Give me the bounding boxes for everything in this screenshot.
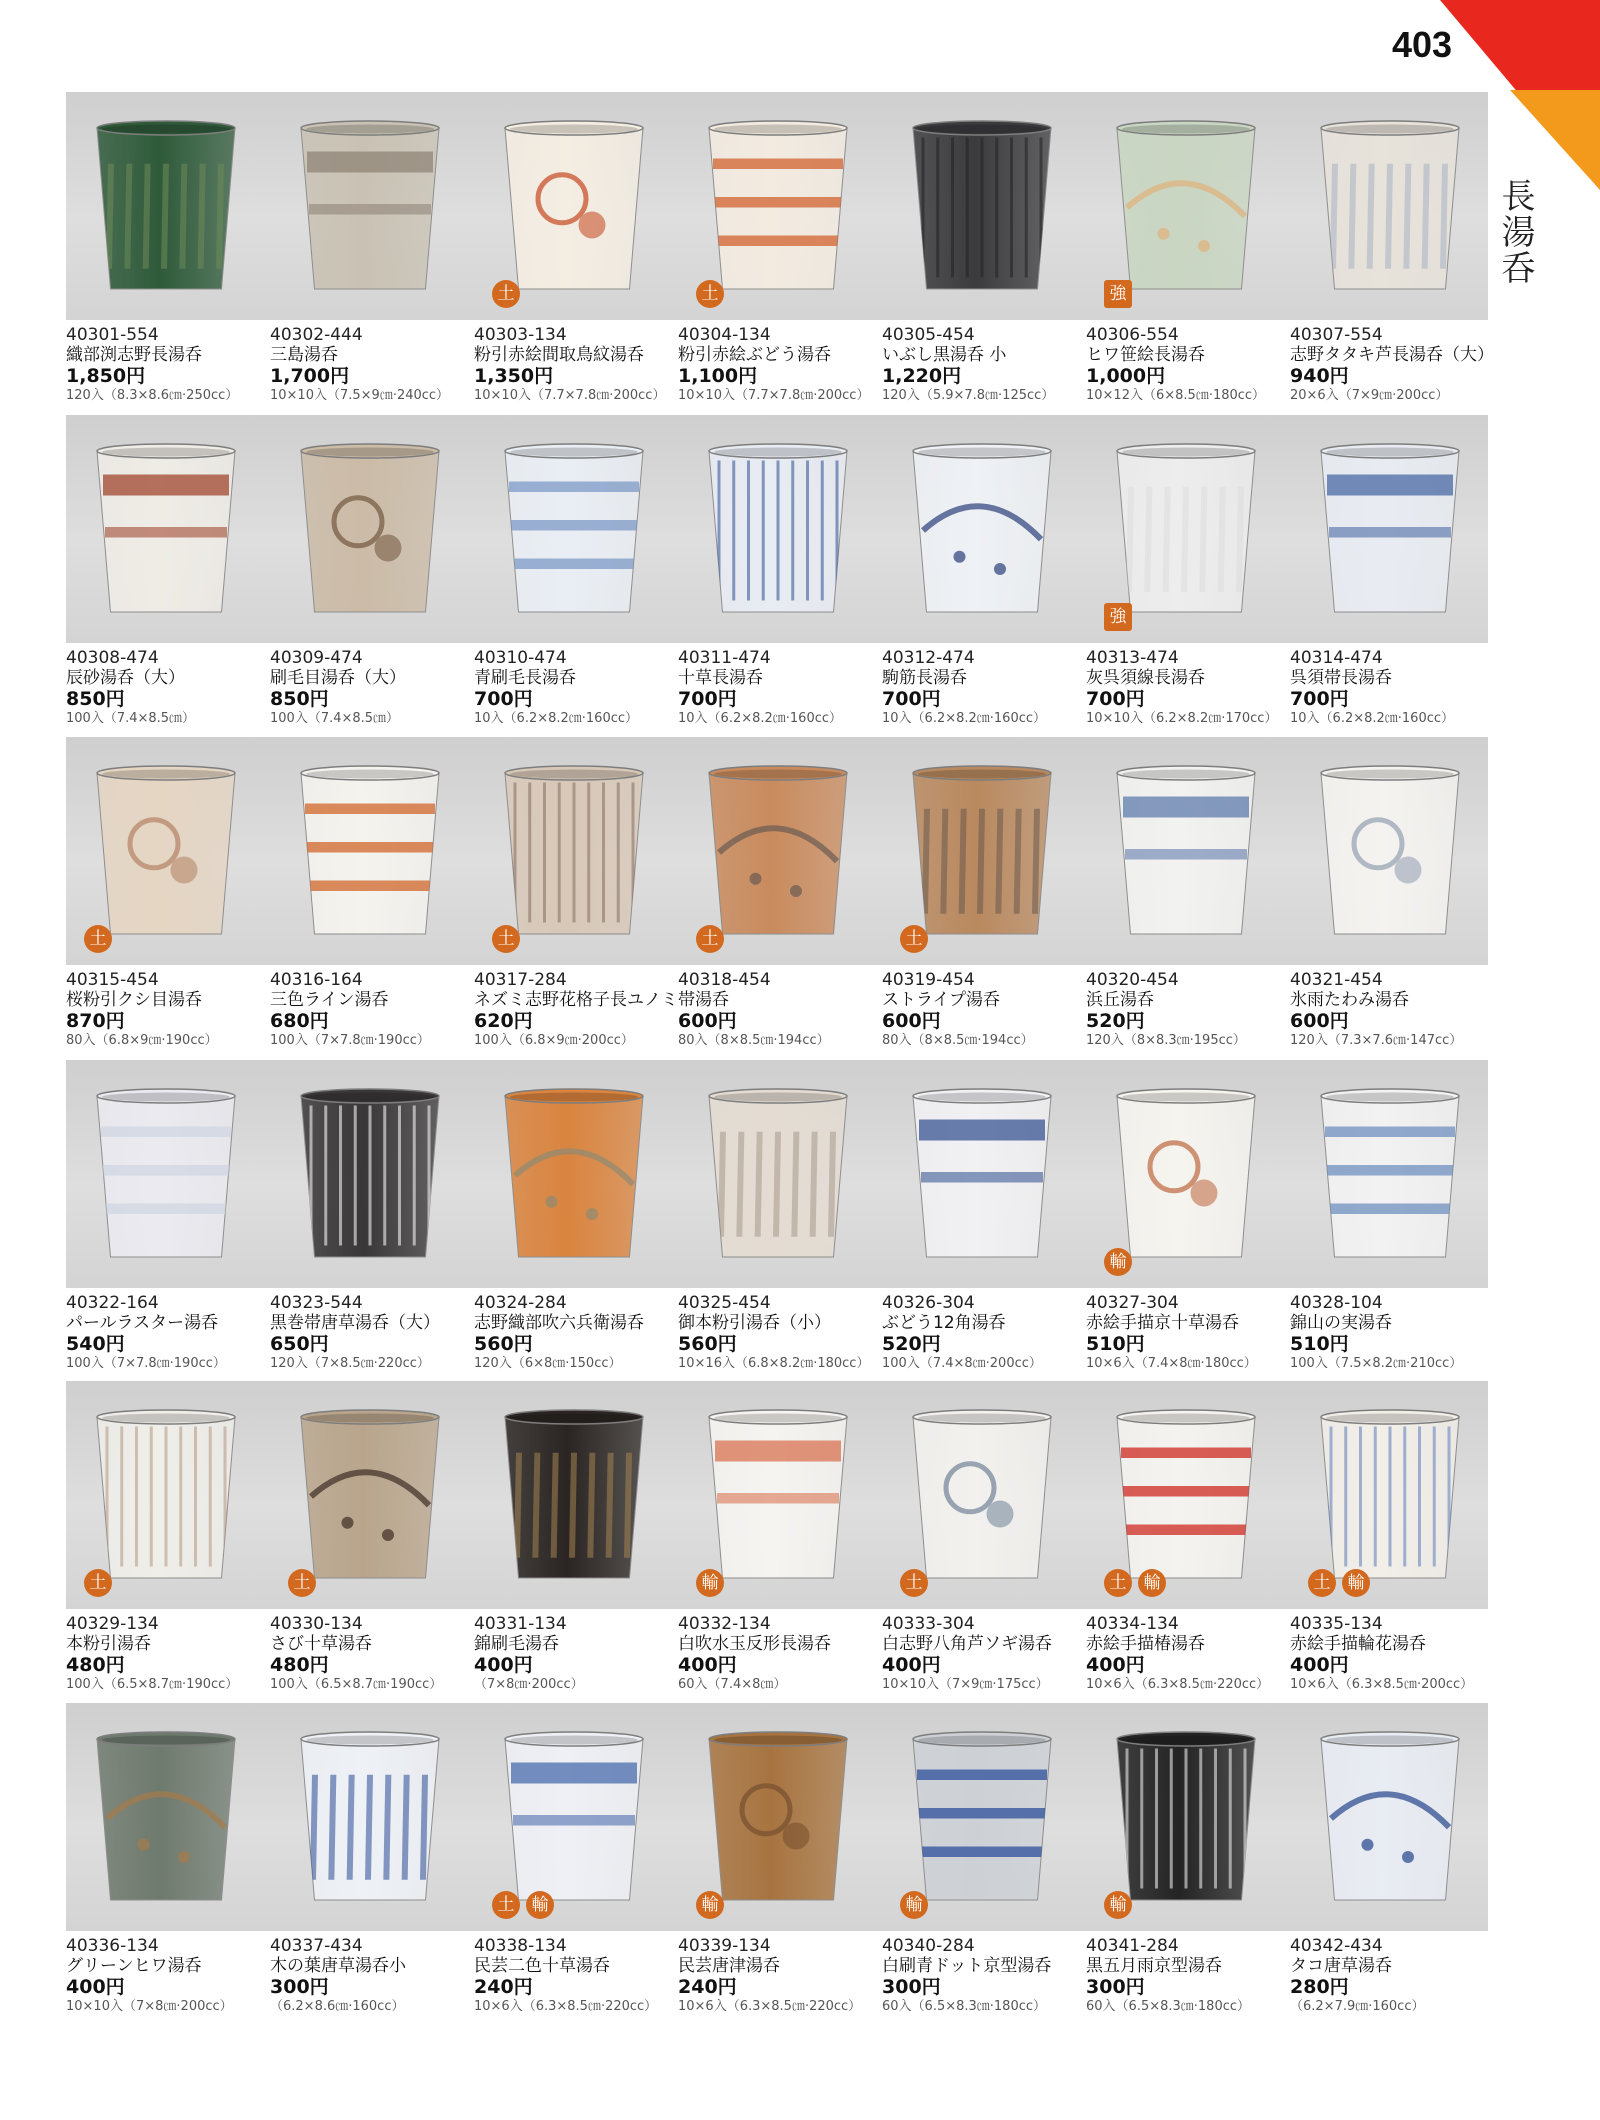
product-image — [1111, 1731, 1261, 1906]
product-name: 刷毛目湯呑（大） — [270, 668, 406, 688]
product-name: 志野タタキ芦長湯呑（大） — [1290, 345, 1494, 365]
product-image — [499, 1731, 649, 1906]
product-price: 700円 — [882, 688, 941, 710]
product-code: 40325-454 — [678, 1293, 771, 1313]
product-spec: 10×10入（7×9㎝·175cc） — [882, 1677, 1049, 1692]
product-info — [678, 971, 888, 1049]
product-spec: 10×10入（7×8㎝·200cc） — [66, 1999, 233, 2014]
product-price: 1,350円 — [474, 365, 554, 387]
product-info — [474, 1937, 684, 2015]
product-image — [91, 1731, 241, 1906]
product-code: 40304-134 — [678, 325, 771, 345]
product-info — [270, 1294, 480, 1372]
product-code: 40336-134 — [66, 1936, 159, 1956]
product-price: 1,850円 — [66, 365, 146, 387]
product-spec: 80入（8×8.5㎝·194cc） — [678, 1033, 830, 1048]
product-price: 240円 — [474, 1976, 533, 1998]
product-name: グリーンヒワ湯呑 — [66, 1956, 202, 1976]
product-code: 40308-474 — [66, 648, 159, 668]
clay-badge: 土 — [900, 1569, 928, 1597]
product-spec: 120入（8×8.3㎝·195cc） — [1086, 1033, 1246, 1048]
product-image — [295, 765, 445, 940]
product-image — [907, 765, 1057, 940]
product-price: 850円 — [66, 688, 125, 710]
product-spec: 10×6入（6.3×8.5㎝·220cc） — [678, 1999, 862, 2014]
product-spec: 10×10入（6.2×8.2㎝·170cc） — [1086, 711, 1278, 726]
product-image — [499, 1409, 649, 1584]
product-price: 700円 — [1290, 688, 1349, 710]
strong-badge: 強 — [1104, 603, 1132, 631]
product-spec: 100入（6.5×8.7㎝·190cc） — [270, 1677, 443, 1692]
clay-badge: 土 — [696, 280, 724, 308]
product-price: 400円 — [678, 1654, 737, 1676]
product-image — [499, 765, 649, 940]
clay-badge: 土 — [900, 925, 928, 953]
product-spec: 10×10入（7.7×7.8㎝·200cc） — [678, 388, 870, 403]
product-name: 御本粉引湯呑（小） — [678, 1313, 831, 1333]
product-image — [295, 443, 445, 618]
product-image — [91, 1088, 241, 1263]
product-name: 白志野八角芦ソギ湯呑 — [882, 1634, 1052, 1654]
product-image — [1315, 1731, 1465, 1906]
import-badge: 輸 — [526, 1891, 554, 1919]
product-info — [270, 971, 480, 1049]
product-spec: 120入（8.3×8.6㎝·250cc） — [66, 388, 239, 403]
product-price: 1,000円 — [1086, 365, 1166, 387]
product-spec: 100入（7.5×8.2㎝·210cc） — [1290, 1356, 1463, 1371]
product-name: ヒワ笹絵長湯呑 — [1086, 345, 1205, 365]
product-info — [66, 1937, 276, 2015]
product-name: 錦山の実湯呑 — [1290, 1313, 1392, 1333]
product-name: 志野織部吹六兵衛湯呑 — [474, 1313, 644, 1333]
product-spec: 10×6入（6.3×8.5㎝·220cc） — [474, 1999, 658, 2014]
product-image — [499, 443, 649, 618]
product-image — [1111, 765, 1261, 940]
product-info — [270, 1615, 480, 1693]
product-info — [678, 649, 888, 727]
product-name: 氷雨たわみ湯呑 — [1290, 990, 1409, 1010]
product-price: 510円 — [1086, 1333, 1145, 1355]
product-price: 870円 — [66, 1010, 125, 1032]
product-image — [295, 1731, 445, 1906]
product-info — [882, 1615, 1092, 1693]
product-code: 40340-284 — [882, 1936, 975, 1956]
product-spec: 100入（7×7.8㎝·190cc） — [66, 1356, 226, 1371]
section-title: 長湯呑 — [1495, 178, 1535, 286]
product-price: 300円 — [882, 1976, 941, 1998]
product-image — [1315, 765, 1465, 940]
product-name: 民芸唐津湯呑 — [678, 1956, 780, 1976]
product-info — [474, 1615, 684, 1693]
product-image — [91, 765, 241, 940]
product-image — [1315, 120, 1465, 295]
corner-orange-triangle — [1510, 90, 1600, 190]
product-spec: 10×6入（6.3×8.5㎝·220cc） — [1086, 1677, 1270, 1692]
product-image — [907, 120, 1057, 295]
product-info — [66, 1615, 276, 1693]
product-image — [1111, 1409, 1261, 1584]
product-code: 40309-474 — [270, 648, 363, 668]
product-code: 40307-554 — [1290, 325, 1383, 345]
product-info — [270, 1937, 480, 2015]
product-spec: 100入（7.4×8.5㎝） — [270, 711, 400, 726]
product-name: 三島湯呑 — [270, 345, 338, 365]
product-name: 粉引赤絵ぶどう湯呑 — [678, 345, 831, 365]
product-spec: 10×16入（6.8×8.2㎝·180cc） — [678, 1356, 870, 1371]
product-info — [882, 971, 1092, 1049]
product-spec: 20×6入（7×9㎝·200cc） — [1290, 388, 1449, 403]
product-name: 十草長湯呑 — [678, 668, 763, 688]
product-name: 三色ライン湯呑 — [270, 990, 389, 1010]
import-badge: 輸 — [900, 1891, 928, 1919]
product-image — [295, 120, 445, 295]
product-code: 40322-164 — [66, 1293, 159, 1313]
product-name: 錦刷毛湯呑 — [474, 1634, 559, 1654]
clay-badge: 土 — [84, 1569, 112, 1597]
import-badge: 輸 — [1104, 1891, 1132, 1919]
product-info — [66, 649, 276, 727]
import-badge: 輸 — [696, 1891, 724, 1919]
clay-badge: 土 — [492, 1891, 520, 1919]
product-name: ぶどう12角湯呑 — [882, 1313, 1006, 1333]
product-info — [882, 1294, 1092, 1372]
product-spec: 10入（6.2×8.2㎝·160cc） — [474, 711, 639, 726]
product-name: 黒巻帯唐草湯呑（大） — [270, 1313, 440, 1333]
product-info — [1290, 326, 1500, 404]
product-code: 40335-134 — [1290, 1614, 1383, 1634]
product-price: 510円 — [1290, 1333, 1349, 1355]
product-image — [91, 120, 241, 295]
product-name: タコ唐草湯呑 — [1290, 1956, 1392, 1976]
product-code: 40311-474 — [678, 648, 771, 668]
product-code: 40328-104 — [1290, 1293, 1383, 1313]
product-info — [1086, 971, 1296, 1049]
page-number: 403 — [1392, 24, 1453, 65]
product-image — [295, 1088, 445, 1263]
product-code: 40313-474 — [1086, 648, 1179, 668]
product-image — [1111, 120, 1261, 295]
product-spec: （6.2×8.6㎝·160cc） — [270, 1999, 405, 2014]
product-info — [882, 1937, 1092, 2015]
product-code: 40312-474 — [882, 648, 975, 668]
product-price: 300円 — [1086, 1976, 1145, 1998]
product-spec: （6.2×7.9㎝·160cc） — [1290, 1999, 1425, 2014]
product-spec: 120入（7.3×7.6㎝·147cc） — [1290, 1033, 1463, 1048]
product-info — [474, 649, 684, 727]
import-badge: 輸 — [696, 1569, 724, 1597]
product-code: 40306-554 — [1086, 325, 1179, 345]
product-image — [907, 443, 1057, 618]
product-name: 辰砂湯呑（大） — [66, 668, 185, 688]
product-code: 40303-134 — [474, 325, 567, 345]
product-name: 白刷青ドット京型湯呑 — [882, 1956, 1052, 1976]
product-code: 40329-134 — [66, 1614, 159, 1634]
product-name: 桜粉引クシ目湯呑 — [66, 990, 202, 1010]
clay-badge: 土 — [1104, 1569, 1132, 1597]
product-code: 40323-544 — [270, 1293, 363, 1313]
product-name: いぶし黒湯呑 小 — [882, 345, 1007, 365]
product-info — [474, 971, 684, 1049]
product-price: 600円 — [882, 1010, 941, 1032]
product-spec: 10×6入（7.4×8㎝·180cc） — [1086, 1356, 1257, 1371]
clay-badge: 土 — [492, 925, 520, 953]
product-image — [703, 1731, 853, 1906]
import-badge: 輸 — [1342, 1569, 1370, 1597]
product-code: 40327-304 — [1086, 1293, 1179, 1313]
product-info — [270, 326, 480, 404]
product-spec: 10入（6.2×8.2㎝·160cc） — [882, 711, 1047, 726]
product-name: 浜丘湯呑 — [1086, 990, 1154, 1010]
product-image — [703, 765, 853, 940]
product-name: 帯湯呑 — [678, 990, 729, 1010]
product-spec: 60入（7.4×8㎝） — [678, 1677, 787, 1692]
product-image — [907, 1088, 1057, 1263]
product-name: 赤絵手描輪花湯呑 — [1290, 1634, 1426, 1654]
product-info — [678, 326, 888, 404]
product-price: 1,100円 — [678, 365, 758, 387]
product-price: 600円 — [1290, 1010, 1349, 1032]
product-price: 280円 — [1290, 1976, 1349, 1998]
product-info — [474, 326, 684, 404]
product-price: 700円 — [1086, 688, 1145, 710]
product-price: 700円 — [474, 688, 533, 710]
product-price: 400円 — [1290, 1654, 1349, 1676]
product-code: 40331-134 — [474, 1614, 567, 1634]
product-image — [91, 443, 241, 618]
product-name: 民芸二色十草湯呑 — [474, 1956, 610, 1976]
product-name: 織部渕志野長湯呑 — [66, 345, 202, 365]
product-name: 本粉引湯呑 — [66, 1634, 151, 1654]
product-price: 940円 — [1290, 365, 1349, 387]
product-image — [295, 1409, 445, 1584]
product-name: 木の葉唐草湯呑小 — [270, 1956, 406, 1976]
product-name: 黒五月雨京型湯呑 — [1086, 1956, 1222, 1976]
product-code: 40339-134 — [678, 1936, 771, 1956]
product-image — [907, 1731, 1057, 1906]
product-info — [678, 1615, 888, 1693]
product-image — [1315, 1409, 1465, 1584]
product-price: 700円 — [678, 688, 737, 710]
product-spec: 80入（8×8.5㎝·194cc） — [882, 1033, 1034, 1048]
product-code: 40310-474 — [474, 648, 567, 668]
product-price: 560円 — [678, 1333, 737, 1355]
product-name: さび十草湯呑 — [270, 1634, 372, 1654]
product-spec: 120入（5.9×7.8㎝·125cc） — [882, 388, 1055, 403]
product-price: 480円 — [270, 1654, 329, 1676]
product-spec: 100入（6.8×9㎝·200cc） — [474, 1033, 634, 1048]
product-price: 560円 — [474, 1333, 533, 1355]
product-code: 40330-134 — [270, 1614, 363, 1634]
product-name: パールラスター湯呑 — [66, 1313, 219, 1333]
product-price: 480円 — [66, 1654, 125, 1676]
product-code: 40332-134 — [678, 1614, 771, 1634]
product-image — [1315, 1088, 1465, 1263]
product-code: 40317-284 — [474, 970, 567, 990]
product-code: 40338-134 — [474, 1936, 567, 1956]
product-code: 40324-284 — [474, 1293, 567, 1313]
product-code: 40314-474 — [1290, 648, 1383, 668]
product-name: 赤絵手描椿湯呑 — [1086, 1634, 1205, 1654]
product-price: 650円 — [270, 1333, 329, 1355]
product-spec: 10×10入（7.5×9㎝·240cc） — [270, 388, 450, 403]
product-spec: 10×6入（6.3×8.5㎝·200cc） — [1290, 1677, 1474, 1692]
product-name: ストライプ湯呑 — [882, 990, 1000, 1010]
product-image — [703, 120, 853, 295]
product-info — [1290, 971, 1500, 1049]
product-code: 40333-304 — [882, 1614, 975, 1634]
clay-badge: 土 — [492, 280, 520, 308]
product-name: 粉引赤絵間取鳥紋湯呑 — [474, 345, 644, 365]
product-code: 40319-454 — [882, 970, 975, 990]
product-price: 680円 — [270, 1010, 329, 1032]
product-price: 850円 — [270, 688, 329, 710]
product-code: 40337-434 — [270, 1936, 363, 1956]
product-info — [1290, 1615, 1500, 1693]
product-spec: 100入（7×7.8㎝·190cc） — [270, 1033, 430, 1048]
product-image — [91, 1409, 241, 1584]
product-price: 400円 — [1086, 1654, 1145, 1676]
product-spec: 80入（6.8×9㎝·190cc） — [66, 1033, 218, 1048]
product-spec: 10×12入（6×8.5㎝·180cc） — [1086, 388, 1266, 403]
product-image — [1315, 443, 1465, 618]
product-info — [678, 1937, 888, 2015]
product-info — [1086, 1294, 1296, 1372]
import-badge: 輸 — [1138, 1569, 1166, 1597]
product-price: 1,700円 — [270, 365, 350, 387]
product-code: 40320-454 — [1086, 970, 1179, 990]
product-price: 520円 — [1086, 1010, 1145, 1032]
product-name: 灰呉須線長湯呑 — [1086, 668, 1205, 688]
product-name: 呉須帯長湯呑 — [1290, 668, 1392, 688]
product-code: 40326-304 — [882, 1293, 975, 1313]
product-image — [703, 443, 853, 618]
import-badge: 輸 — [1104, 1248, 1132, 1276]
product-price: 400円 — [474, 1654, 533, 1676]
product-info — [1290, 649, 1500, 727]
product-info — [1086, 1937, 1296, 2015]
product-code: 40315-454 — [66, 970, 159, 990]
product-name: ネズミ志野花格子長ユノミ — [474, 990, 678, 1010]
product-code: 40316-164 — [270, 970, 363, 990]
clay-badge: 土 — [288, 1569, 316, 1597]
product-image — [1111, 443, 1261, 618]
product-info — [1290, 1937, 1500, 2015]
product-spec: 120入（7×8.5㎝·220cc） — [270, 1356, 430, 1371]
product-info — [882, 326, 1092, 404]
clay-badge: 土 — [84, 925, 112, 953]
product-info — [1086, 1615, 1296, 1693]
product-price: 240円 — [678, 1976, 737, 1998]
product-image — [499, 120, 649, 295]
product-info — [66, 971, 276, 1049]
product-info — [882, 649, 1092, 727]
product-image — [703, 1409, 853, 1584]
product-code: 40341-284 — [1086, 1936, 1179, 1956]
product-spec: 10入（6.2×8.2㎝·160cc） — [678, 711, 843, 726]
product-name: 駒筋長湯呑 — [882, 668, 967, 688]
product-code: 40305-454 — [882, 325, 975, 345]
product-code: 40302-444 — [270, 325, 363, 345]
product-code: 40301-554 — [66, 325, 159, 345]
clay-badge: 土 — [1308, 1569, 1336, 1597]
product-price: 300円 — [270, 1976, 329, 1998]
product-price: 400円 — [66, 1976, 125, 1998]
product-price: 600円 — [678, 1010, 737, 1032]
clay-badge: 土 — [696, 925, 724, 953]
product-info — [270, 649, 480, 727]
product-info — [1086, 649, 1296, 727]
product-info — [678, 1294, 888, 1372]
product-spec: 60入（6.5×8.3㎝·180cc） — [1086, 1999, 1251, 2014]
product-price: 520円 — [882, 1333, 941, 1355]
product-info — [474, 1294, 684, 1372]
product-spec: （7×8㎝·200cc） — [474, 1677, 584, 1692]
product-price: 400円 — [882, 1654, 941, 1676]
product-info — [66, 326, 276, 404]
product-price: 1,220円 — [882, 365, 962, 387]
product-image — [1111, 1088, 1261, 1263]
product-info — [66, 1294, 276, 1372]
product-code: 40321-454 — [1290, 970, 1383, 990]
product-spec: 120入（6×8㎝·150cc） — [474, 1356, 622, 1371]
product-price: 620円 — [474, 1010, 533, 1032]
product-name: 青刷毛長湯呑 — [474, 668, 576, 688]
product-name: 赤絵手描京十草湯呑 — [1086, 1313, 1239, 1333]
product-info — [1086, 326, 1296, 404]
product-name: 白吹水玉反形長湯呑 — [678, 1634, 831, 1654]
product-image — [499, 1088, 649, 1263]
product-spec: 10×10入（7.7×7.8㎝·200cc） — [474, 388, 666, 403]
product-price: 540円 — [66, 1333, 125, 1355]
product-spec: 60入（6.5×8.3㎝·180cc） — [882, 1999, 1047, 2014]
product-info — [1290, 1294, 1500, 1372]
product-code: 40318-454 — [678, 970, 771, 990]
product-image — [907, 1409, 1057, 1584]
product-image — [703, 1088, 853, 1263]
product-spec: 10入（6.2×8.2㎝·160cc） — [1290, 711, 1455, 726]
product-spec: 100入（6.5×8.7㎝·190cc） — [66, 1677, 239, 1692]
product-spec: 100入（7.4×8㎝·200cc） — [882, 1356, 1042, 1371]
product-code: 40334-134 — [1086, 1614, 1179, 1634]
strong-badge: 強 — [1104, 280, 1132, 308]
product-code: 40342-434 — [1290, 1936, 1383, 1956]
product-spec: 100入（7.4×8.5㎝） — [66, 711, 196, 726]
